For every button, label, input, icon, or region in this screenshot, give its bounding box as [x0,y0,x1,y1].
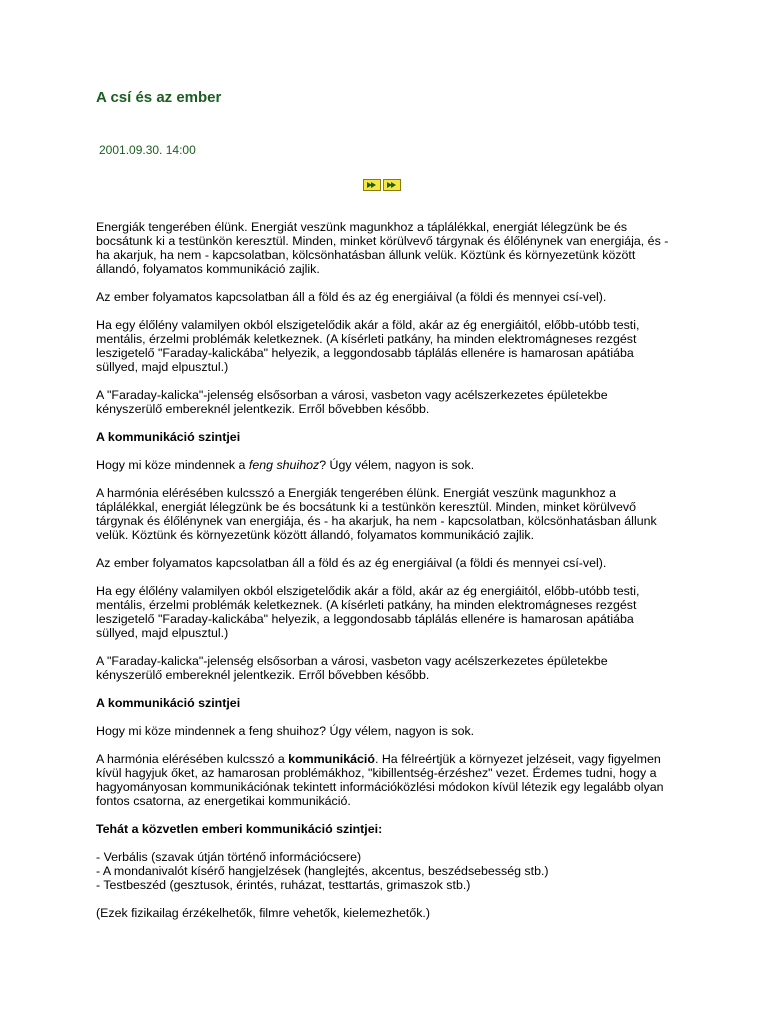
paragraph: A "Faraday-kalicka"-jelenség elsősorban a városi, vasbeton vagy acélszerkezetes épületekbe kényszerülő embereknél jelentkezik. Erről bővebben később. [96,654,608,682]
section-heading: A kommunikáció szintjei [96,696,241,710]
paragraph: Ha egy élőlény valamilyen okból elszigetelődik akár a föld, akár az ég energiáitól, előbb-utóbb testi, mentális, érzelmi problémák keletkeznek. (A kísérleti patkány, ha minden elektromágneses rezgést leszigetelő "Faraday-kalickába" helyezik, a leggondosabb táplálás ellenére is hamarosan apátiába süllyed, majd elpusztul.) [96,318,640,374]
bold-text: kommunikáció [288,752,375,766]
paragraph: Az ember folyamatos kapcsolatban áll a föld és az ég energiáival (a földi és mennyei csí-vel). [96,290,607,304]
paragraph [96,752,676,808]
nav-icon-group [363,178,401,190]
publish-date: 2001.09.30. 14:00 [99,143,196,157]
levels-list [96,850,676,892]
paragraph: (Ezek fizikailag érzékelhetők, filmre vehetők, kielemezhetők.) [96,906,430,920]
section-heading: Tehát a közvetlen emberi kommunikáció szintjei: [96,822,383,836]
paragraph: A "Faraday-kalicka"-jelenség elsősorban a városi, vasbeton vagy acélszerkezetes épületekbe kényszerülő embereknél jelentkezik. Erről bővebben később. [96,388,608,416]
text-span: Hogy mi köze mindennek a [96,458,249,472]
page-title: A csí és az ember [96,89,222,106]
paragraph: Ha egy élőlény valamilyen okból elszigetelődik akár a föld, akár az ég energiáitól, előbb-utóbb testi, mentális, érzelmi problémák keletkeznek. (A kísérleti patkány, ha minden elektromágneses rezgést leszigetelő "Faraday-kalickába" helyezik, a leggondosabb táplálás ellenére is hamarosan apátiába süllyed, majd elpusztul.) [96,584,640,640]
text-span: A harmónia elérésében kulcsszó a [96,752,289,766]
text-span: . Ha félreértjük a környezet jelzéseit, vagy figyelmen kívül hagyjuk őket, az hamarosan problémákhoz, "kibillentség-érzéshez" vezet. Érdemes tudni, hogy a hagyományosan kommunikációnak tekintett információközlési módokon kívül létezik egy legalább olyan fontos csatorna, az energetikai kommunikáció. [96,752,664,808]
paragraph: A harmónia elérésében kulcsszó a Energiák tengerében élünk. Energiát veszünk magunkhoz a táplálékkal, energiát lélegzünk be és bocsátunk ki a testünkön keresztül. Minden, minket körülvevő tárgynak és élőlénynek van energiája, és - ha akarjuk, ha nem - kapcsolatban, kölcsönhatásban állunk velük. Köztünk és környezetünk között állandó, folyamatos kommunikáció zajlik. [96,486,657,542]
paragraph: Energiák tengerében élünk. Energiát veszünk magunkhoz a táplálékkal, energiát lélegzünk be és bocsátunk ki a testünkön keresztül. Minden, minket körülvevő tárgynak és élőlénynek van energiája, és - ha akarjuk, ha nem - kapcsolatban, kölcsönhatásban állunk velük. Köztünk és környezetünk között állandó, folyamatos kommunikáció zajlik. [96,220,669,276]
paragraph: Az ember folyamatos kapcsolatban áll a föld és az ég energiáival (a földi és mennyei csí-vel). [96,556,607,570]
article-body [96,220,676,934]
paragraph [96,458,676,472]
section-heading: A kommunikáció szintjei [96,430,241,444]
next-arrow-icon[interactable] [383,178,401,190]
paragraph: Hogy mi köze mindennek a feng shuihoz? Úgy vélem, nagyon is sok. [96,724,475,738]
emphasis-text: feng shuihoz [248,458,320,472]
list-item: - Testbeszéd (gesztusok, érintés, ruházat, testtartás, grimaszok stb.) [96,878,471,892]
list-item: - A mondanivalót kísérő hangjelzések (hanglejtés, akcentus, beszédsebesség stb.) [96,864,549,878]
list-item: - Verbális (szavak útján történő információcsere) [96,850,362,864]
prev-arrow-icon[interactable] [363,178,381,190]
text-span: ? Úgy vélem, nagyon is sok. [319,458,475,472]
